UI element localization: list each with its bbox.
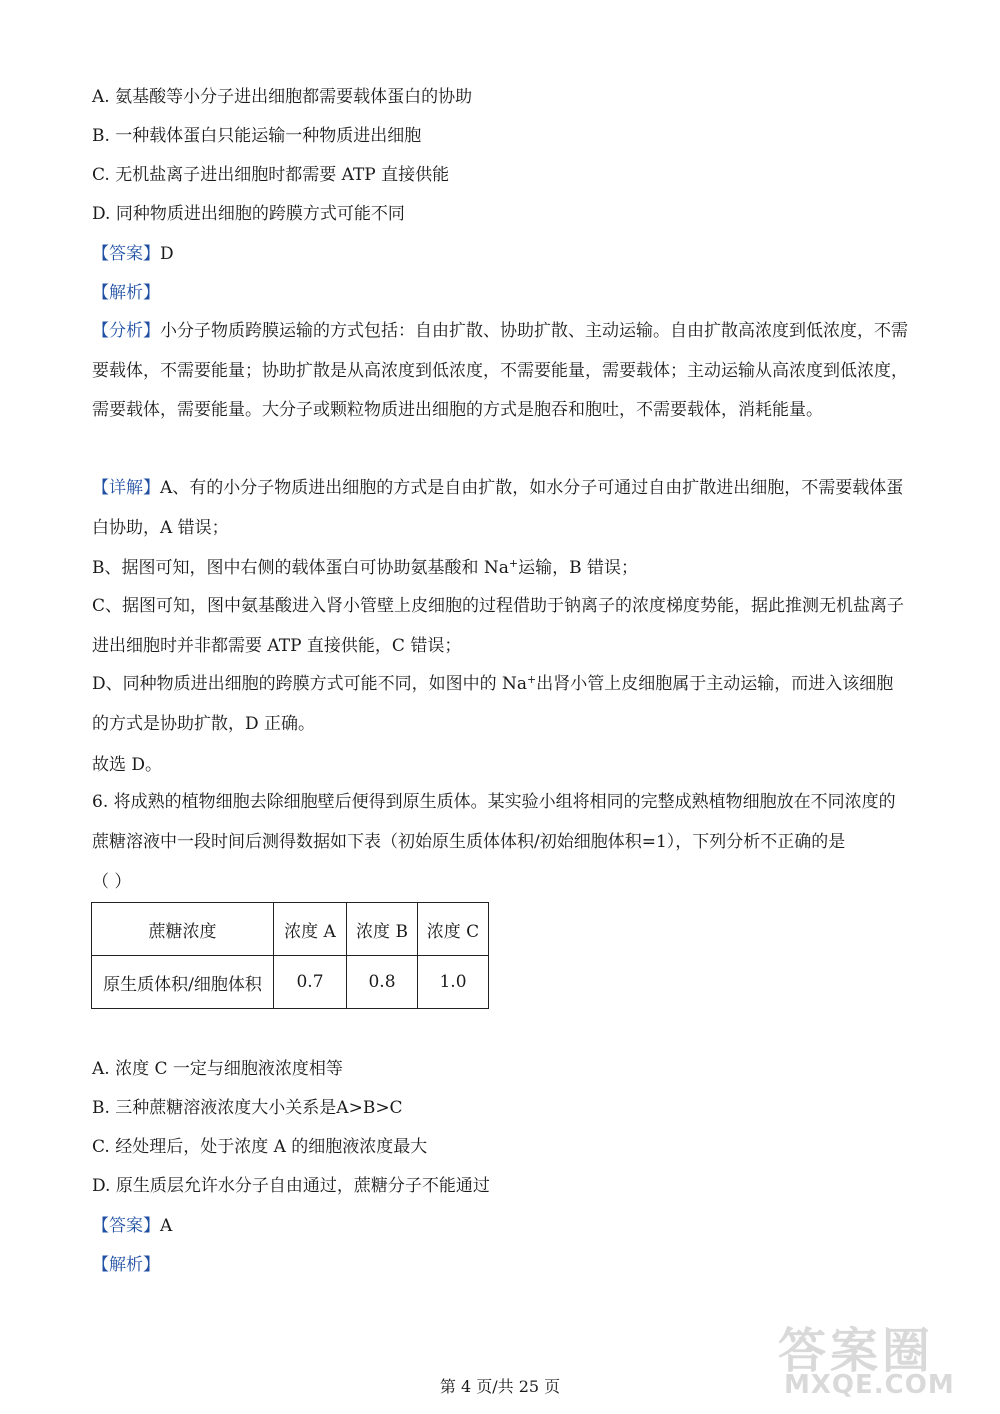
detail-b-text-end: 运输，B 错误； xyxy=(518,558,639,578)
q5-detail-b xyxy=(92,557,638,579)
q5-answer xyxy=(92,243,174,265)
q5-option-b: B. 一种载体蛋白只能运输一种物质进出细胞 xyxy=(92,126,422,146)
xiangjie-text: A、有的小分子物质进出细胞的方式是自由扩散，如水分子可通过自由扩散进出细胞，不需要载体蛋白协助，A 错误； xyxy=(92,478,904,538)
answer-value: A xyxy=(160,1216,173,1236)
q5-analysis-tag: 【解析】 xyxy=(92,283,160,303)
detail-b-text: B、据图可知，图中右侧的载体蛋白可协助氨基酸和 Na xyxy=(92,558,509,578)
q6-option-c: C. 经处理后，处于浓度 A 的细胞液浓度最大 xyxy=(92,1137,428,1157)
superscript-plus: + xyxy=(527,673,537,686)
detail-d-text-end: 出肾小管上皮细胞属于主动运输，而进入该细胞的方式是协助扩散，D 正确。 xyxy=(92,674,894,734)
q5-detail-d xyxy=(92,665,908,744)
q5-fenxi-paragraph xyxy=(92,312,908,431)
table-cell: 1.0 xyxy=(418,956,489,1009)
table-cell: 0.8 xyxy=(347,956,418,1009)
table-header-cell: 浓度 A xyxy=(274,903,347,956)
watermark-domain: MXQE.COM xyxy=(784,1370,955,1400)
q6-option-a: A. 浓度 C 一定与细胞液浓度相等 xyxy=(92,1059,343,1079)
q6-blank: （ ） xyxy=(92,872,132,892)
q6-option-b: B. 三种蔗糖溶液浓度大小关系是A>B>C xyxy=(92,1098,403,1118)
superscript-plus: + xyxy=(508,557,519,570)
q5-detail-c: C、据图可知，图中氨基酸进入肾小管壁上皮细胞的过程借助于钠离子的浓度梯度势能，据此推测无机盐离子进出细胞时并非都需要 ATP 直接供能，C 错误； xyxy=(92,596,905,656)
answer-value: D xyxy=(160,244,174,264)
watermark-logo xyxy=(778,1312,978,1408)
table-cell: 0.7 xyxy=(274,956,347,1009)
detail-d-text: D、同种物质进出细胞的跨膜方式可能不同，如图中的 Na xyxy=(92,674,528,694)
q5-conclusion: 故选 D。 xyxy=(92,755,163,775)
fenxi-text: 小分子物质跨膜运输的方式包括：自由扩散、协助扩散、主动运输。自由扩散高浓度到低浓度，不需要载体，不需要能量；协助扩散是从高浓度到低浓度，不需要能量，需要载体；主动运输从高浓度到低浓度，需要载体，需要能量。大分子或颗粒物质进出细胞的方式是胞吞和胞吐，不需要载体，消耗能量。 xyxy=(92,321,908,420)
data-table xyxy=(91,902,489,1009)
table-header-cell: 浓度 B xyxy=(347,903,418,956)
watermark-text: 答案圈 xyxy=(778,1323,935,1379)
q6-stem: 6. 将成熟的植物细胞去除细胞壁后便得到原生质体。某实验小组将相同的完整成熟植物细胞放在不同浓度的蔗糖溶液中一段时间后测得数据如下表（初始原生质体体积/初始细胞体积=1），下列分析不正确的是 xyxy=(92,792,896,852)
table-header-cell: 蔗糖浓度 xyxy=(92,903,274,956)
fenxi-tag: 【分析】 xyxy=(92,321,160,341)
q5-option-d: D. 同种物质进出细胞的跨膜方式可能不同 xyxy=(92,204,405,224)
answer-tag: 【答案】 xyxy=(92,244,160,264)
table-row xyxy=(92,956,489,1009)
table-header-cell: 浓度 C xyxy=(418,903,489,956)
answer-tag: 【答案】 xyxy=(92,1216,160,1236)
q6-analysis-tag: 【解析】 xyxy=(92,1255,160,1275)
page-number-footer: 第 4 页/共 25 页 xyxy=(439,1377,561,1396)
table-cell: 原生质体积/细胞体积 xyxy=(92,956,274,1009)
table-header-row xyxy=(92,903,489,956)
q5-xiangjie-paragraph xyxy=(92,469,908,548)
q6-option-d: D. 原生质层允许水分子自由通过，蔗糖分子不能通过 xyxy=(92,1176,490,1196)
q6-answer xyxy=(92,1215,172,1237)
xiangjie-tag: 【详解】 xyxy=(92,478,160,498)
q5-option-c: C. 无机盐离子进出细胞时都需要 ATP 直接供能 xyxy=(92,165,450,185)
q5-option-a: A. 氨基酸等小分子进出细胞都需要载体蛋白的协助 xyxy=(92,87,473,107)
